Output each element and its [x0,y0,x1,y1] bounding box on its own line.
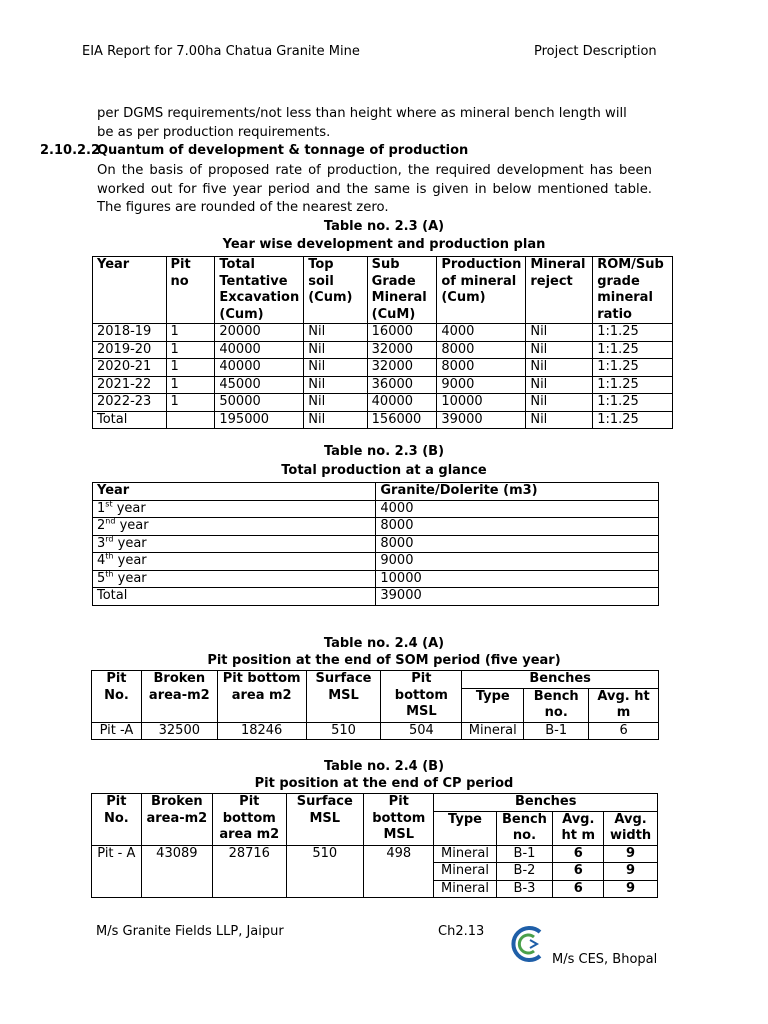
table-cell: Nil [304,394,367,412]
col-bench-no: Bench no. [496,811,553,845]
year-number: 4 [97,553,106,568]
table-row [93,553,659,571]
column-header: Total Tentative Excavation (Cum) [215,257,304,324]
table-2-4a-caption: Table no. 2.4 (A) [323,636,445,651]
table-cell: Nil [526,376,593,394]
table-2-4b-caption: Table no. 2.4 (B) [323,759,445,774]
table-cell: 10000 [437,394,526,412]
year-suffix: st [105,499,113,509]
col-pit-no: Pit No. [92,671,142,723]
table-row [93,570,659,588]
table-cell: 39000 [437,411,526,429]
footer-right: M/s CES, Bhopal [552,952,658,967]
table-cell: 1 [166,324,215,342]
col-pit-bottom-msl: Pit bottom MSL [364,794,434,846]
production-cell: 8000 [376,518,659,536]
intro-paragraph [97,105,652,142]
table-cell: 9000 [437,376,526,394]
cell-avg-width: 9 [604,863,658,881]
table-cell: 1:1.25 [593,324,673,342]
table-cell: 2021-22 [93,376,167,394]
year-number: Total [97,588,128,603]
year-number: 2 [97,518,106,533]
column-header: Production of mineral (Cum) [437,257,526,324]
production-cell: 39000 [376,588,659,606]
development-production-table [92,256,673,429]
col-pit-bottom-msl: Pit bottom MSL [381,671,462,723]
intro-line-1: per DGMS requirements/not less than height where as mineral bench length will [97,106,627,121]
header-right: Project Description [534,44,657,59]
production-cell: 8000 [376,535,659,553]
cell-type: Mineral [434,845,496,863]
header-left: EIA Report for 7.00ha Chatua Granite Mine [82,44,360,59]
table-cell: 2020-21 [93,359,167,377]
table-cell: 45000 [215,376,304,394]
year-suffix: th [105,551,114,561]
cell-bench-no: B-2 [496,863,553,881]
table-row [92,722,659,740]
table-cell: Nil [304,411,367,429]
section-number: 2.10.2.2 [40,143,101,158]
col-type: Type [462,688,524,722]
year-cell [93,588,376,606]
table-cell: Total [93,411,167,429]
year-number: 5 [97,570,106,586]
ces-logo-icon [510,924,550,964]
table-cell: 1 [166,376,215,394]
cell-broken: 32500 [141,722,217,740]
section-title: Quantum of development & tonnage of production [97,143,469,158]
col-pit-no: Pit No. [92,794,142,846]
table-cell: 50000 [215,394,304,412]
cell-type: Mineral [434,880,496,898]
year-suffix: nd [105,516,116,526]
table-cell: 1:1.25 [593,376,673,394]
col-benches: Benches [462,671,659,689]
table-cell: Nil [526,394,593,412]
production-cell: 10000 [376,570,659,588]
table-cell: 2022-23 [93,394,167,412]
year-word: year [115,518,149,533]
col-avg-width: Avg. width [604,811,658,845]
pit-position-som-table [91,670,659,740]
table-cell: 36000 [367,376,437,394]
cell-surface: 510 [306,722,381,740]
table-row [93,588,659,606]
cell-avg-width: 9 [604,845,658,863]
cell-pit: Pit - A [92,845,142,898]
table-cell: 40000 [367,394,437,412]
table-cell: Nil [304,376,367,394]
table-cell: 32000 [367,341,437,359]
table-2-3a-title: Year wise development and production plan [222,237,546,252]
cell-avg-ht: 6 [553,880,604,898]
cell-bottom-area: 18246 [217,722,306,740]
col-avg-ht: Avg. ht m [589,688,659,722]
cell-broken: 43089 [141,845,212,898]
cell-avg-width: 9 [604,880,658,898]
table-row [93,535,659,553]
section-text: On the basis of proposed rate of production, the required development has been worked out for five year period and the same is given in below mentioned table. The figures are rounded of the nearest zero. [97,163,652,215]
cell-bench-no: B-3 [496,880,553,898]
year-cell [93,518,376,536]
cell-bench-no: B-1 [524,722,589,740]
total-production-table [92,482,659,606]
table-cell: 2018-19 [93,324,167,342]
col-pit-bottom-area: Pit bottom area m2 [213,794,286,846]
table-cell: 195000 [215,411,304,429]
footer-left: M/s Granite Fields LLP, Jaipur [96,924,284,939]
cell-type: Mineral [434,863,496,881]
column-header: ROM/Sub grade mineral ratio [593,257,673,324]
col-pit-bottom-area: Pit bottom area m2 [217,671,306,723]
table-cell: 1 [166,359,215,377]
footer-page: Ch2.13 [438,924,485,939]
cell-surface: 510 [286,845,364,898]
table-row [93,411,673,429]
table-cell: Nil [526,411,593,429]
table-cell: 8000 [437,341,526,359]
cell-bottom-msl: 504 [381,722,462,740]
table-2-3b-title: Total production at a glance [281,463,487,478]
table-cell: 4000 [437,324,526,342]
column-header: Pit no [166,257,215,324]
table-cell: 20000 [215,324,304,342]
table-2-4a-title: Pit position at the end of SOM period (five year) [207,653,561,668]
year-word: year [112,500,146,516]
table-row [93,500,659,518]
year-number: 1 [97,500,106,516]
year-cell [93,500,376,518]
year-cell [93,570,376,588]
header-year: Year [93,483,376,501]
table-cell: 16000 [367,324,437,342]
cell-type: Mineral [462,722,524,740]
cell-avg-ht: 6 [589,722,659,740]
cell-bench-no: B-1 [496,845,553,863]
column-header: Top soil (Cum) [304,257,367,324]
table-row [93,359,673,377]
section-heading [40,143,468,158]
table-cell: 40000 [215,341,304,359]
table-2-3a-caption: Table no. 2.3 (A) [323,219,445,234]
cell-bottom-msl: 498 [364,845,434,898]
table-cell: Nil [526,324,593,342]
year-word: year [113,570,147,586]
table-cell: 1 [166,341,215,359]
year-number: 3 [97,535,106,551]
table-cell: 1:1.25 [593,341,673,359]
cell-avg-ht: 6 [553,863,604,881]
table-row [93,341,673,359]
year-cell [93,553,376,571]
intro-line-2: be as per production requirements. [97,124,331,140]
year-cell [93,535,376,553]
table-cell: Nil [526,359,593,377]
pit-position-cp-table [91,793,658,898]
table-cell: 156000 [367,411,437,429]
table-row [93,518,659,536]
header-granite: Granite/Dolerite (m3) [376,483,659,501]
col-broken-area: Broken area-m2 [141,671,217,723]
cell-bottom-area: 28716 [213,845,286,898]
table-cell: Nil [304,359,367,377]
cell-pit: Pit -A [92,722,142,740]
table-cell: 32000 [367,359,437,377]
col-broken-area: Broken area-m2 [141,794,212,846]
column-header: Sub Grade Mineral (CuM) [367,257,437,324]
year-word: year [113,535,147,551]
table-cell: 1:1.25 [593,394,673,412]
table-cell: 2019-20 [93,341,167,359]
col-benches: Benches [434,794,658,812]
column-header: Mineral reject [526,257,593,324]
table-row [93,376,673,394]
col-bench-no: Bench no. [524,688,589,722]
table-cell: Nil [526,341,593,359]
table-cell: 1:1.25 [593,411,673,429]
table-cell: Nil [304,341,367,359]
table-cell: Nil [304,324,367,342]
production-cell: 9000 [376,553,659,571]
table-2-4b-title: Pit position at the end of CP period [254,776,514,791]
year-suffix: rd [105,534,114,544]
column-header: Year [93,257,167,324]
table-cell [166,411,215,429]
cell-avg-ht: 6 [553,845,604,863]
year-suffix: th [105,569,114,579]
col-type: Type [434,811,496,845]
table-cell: 40000 [215,359,304,377]
production-cell: 4000 [376,500,659,518]
table-2-3b-caption: Table no. 2.3 (B) [323,444,445,459]
table-cell: 8000 [437,359,526,377]
col-surface-msl: Surface MSL [286,794,364,846]
col-avg-ht: Avg. ht m [553,811,604,845]
table-cell: 1 [166,394,215,412]
year-word: year [113,553,147,568]
table-row [93,394,673,412]
col-surface-msl: Surface MSL [306,671,381,723]
table-cell: 1:1.25 [593,359,673,377]
table-row [93,324,673,342]
table-row [92,845,658,863]
